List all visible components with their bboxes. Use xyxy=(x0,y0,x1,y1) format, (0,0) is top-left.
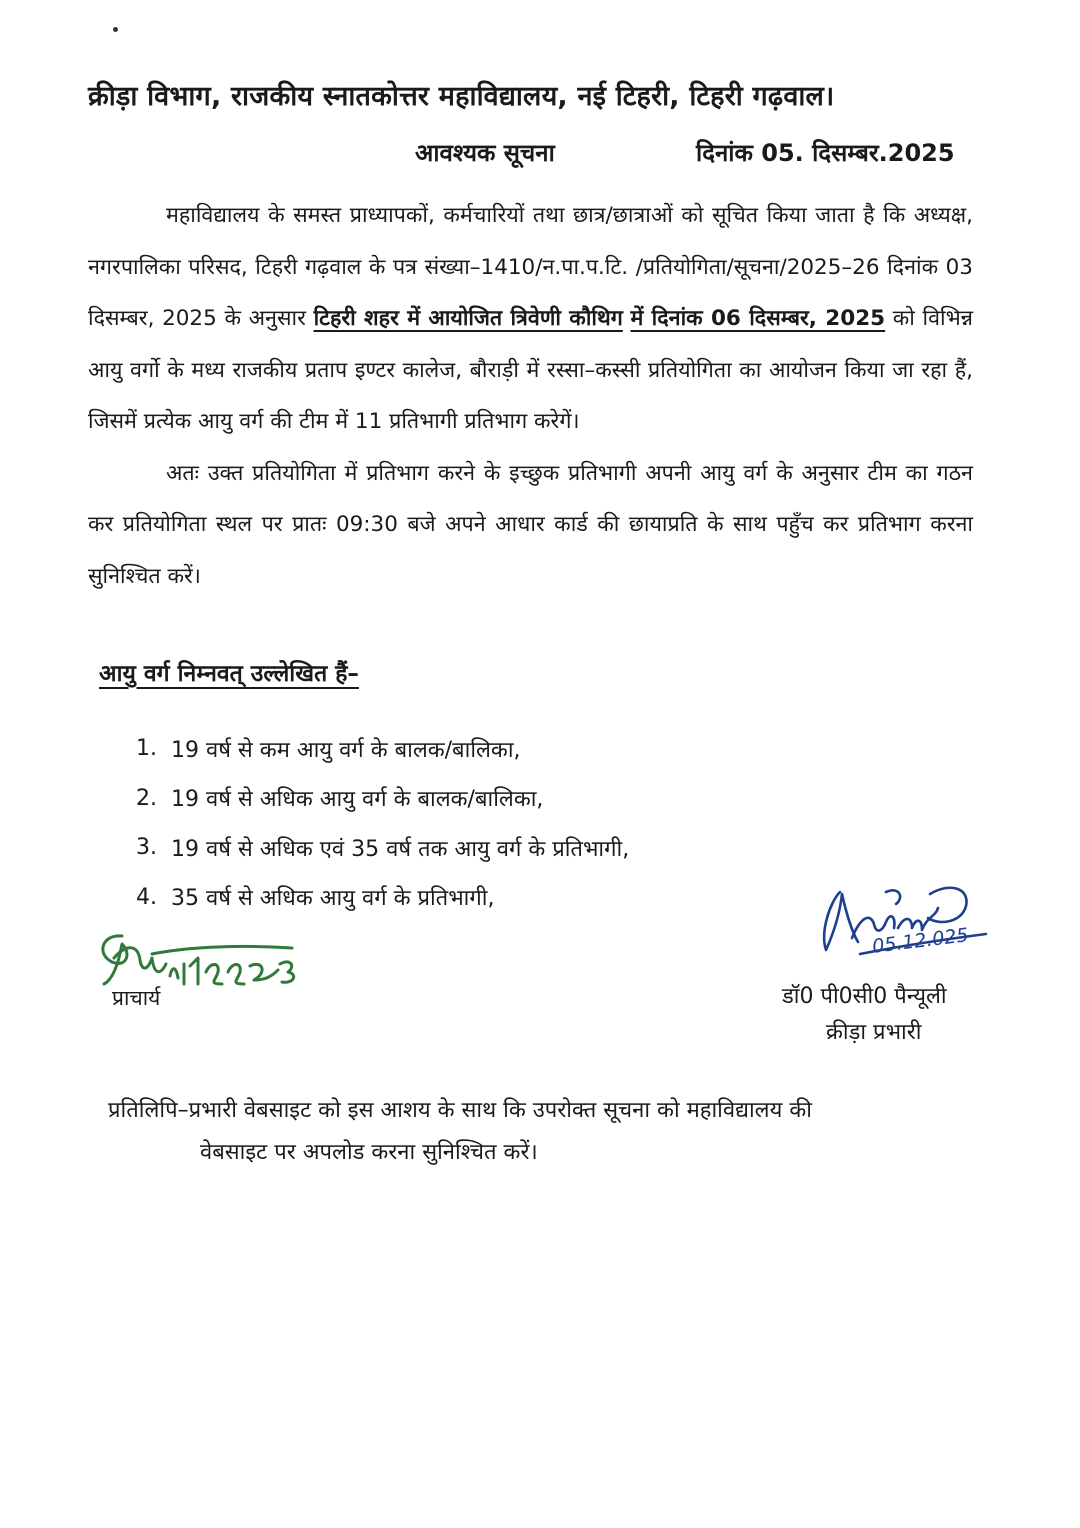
officer-role: क्रीड़ा प्रभारी xyxy=(826,1020,922,1045)
notice-date: दिनांक 05. दिसम्बर.2025 xyxy=(696,139,955,167)
notice-body xyxy=(88,190,973,602)
notice-title: आवश्यक सूचना xyxy=(415,139,555,167)
event-name-underlined: टिहरी शहर में आयोजित त्रिवेणी कौथिग xyxy=(313,306,623,331)
list-item xyxy=(136,774,629,824)
officer-name: डॉ0 पी0सी0 पैन्यूली xyxy=(782,984,947,1009)
body-paragraph-2: अतः उक्त प्रतियोगिता में प्रतिभाग करने के इच्छुक प्रतिभागी अपनी आयु वर्ग के अनुसार टीम का गठन कर प्रतियोगिता स्थल पर प्रातः 09:30 बजे अपने आधार कार्ड की छायाप्रति के साथ पहुँच कर प्रतिभाग करना सुनिश्चित करें। xyxy=(88,460,973,589)
age-groups-heading: आयु वर्ग निम्नवत् उल्लेखित हैं– xyxy=(99,661,359,687)
body-text-segment: महाविद्यालय के समस्त प्राध्यापकों, कर्मचारियों तथा छात्र/छात्राओं को सूचित किया जाता है कि अध्यक्ष, नगरपालिका परिसद, टिहरी गढ़वाल के पत्र संख्या–1410/न.पा.प.टि. /प्रतियोगिता/सूचना/2025–26 दिनांक 03 दिसम्बर, 2025 के अनुसार xyxy=(88,203,973,331)
list-item-text: 19 वर्ष से कम आयु वर्ग के बालक/बालिका, xyxy=(171,737,521,763)
copy-to-line-1: प्रतिलिपि–प्रभारी वेबसाइट को इस आशय के साथ कि उपरोक्त सूचना को महाविद्यालय की xyxy=(108,1098,812,1123)
list-item-number: 3. xyxy=(136,835,157,861)
list-item-number: 2. xyxy=(136,785,157,811)
event-date-underlined: में दिनांक 06 दिसम्बर, 2025 xyxy=(630,306,886,331)
list-item-number: 1. xyxy=(136,736,157,762)
officer-signature-date: 05.12.025 xyxy=(871,924,970,958)
copy-to-line-2: वेबसाइट पर अपलोड करना सुनिश्चित करें। xyxy=(200,1140,538,1165)
list-item xyxy=(136,823,629,873)
list-item-text: 19 वर्ष से अधिक आयु वर्ग के बालक/बालिका, xyxy=(171,787,544,813)
list-item-text: 35 वर्ष से अधिक आयु वर्ग के प्रतिभागी, xyxy=(171,886,495,912)
officer-signature xyxy=(800,872,1000,972)
list-item xyxy=(136,724,629,774)
age-groups-list xyxy=(136,724,629,922)
list-item-number: 4. xyxy=(136,884,157,910)
scan-dot xyxy=(113,27,118,32)
body-text-segment: को विभिन्न आयु वर्गो के मध्य राजकीय प्रताप इण्टर कालेज, बौराड़ी में रस्सा–कस्सी प्रतियोगिता का आयोजन किया जा रहा हैं, जिसमें प्रत्येक आयु वर्ग की टीम में 11 प्रतिभागी प्रतिभाग करेगें। xyxy=(88,306,973,434)
list-item-text: 19 वर्ष से अधिक एवं 35 वर्ष तक आयु वर्ग के प्रतिभागी, xyxy=(171,836,630,862)
copy-to-note xyxy=(108,1090,978,1174)
department-heading: क्रीड़ा विभाग, राजकीय स्नातकोत्तर महाविद्यालय, नई टिहरी, टिहरी गढ़वाल। xyxy=(88,81,835,112)
principal-label: प्राचार्य xyxy=(112,986,161,1010)
body-paragraph-1 xyxy=(88,190,973,448)
